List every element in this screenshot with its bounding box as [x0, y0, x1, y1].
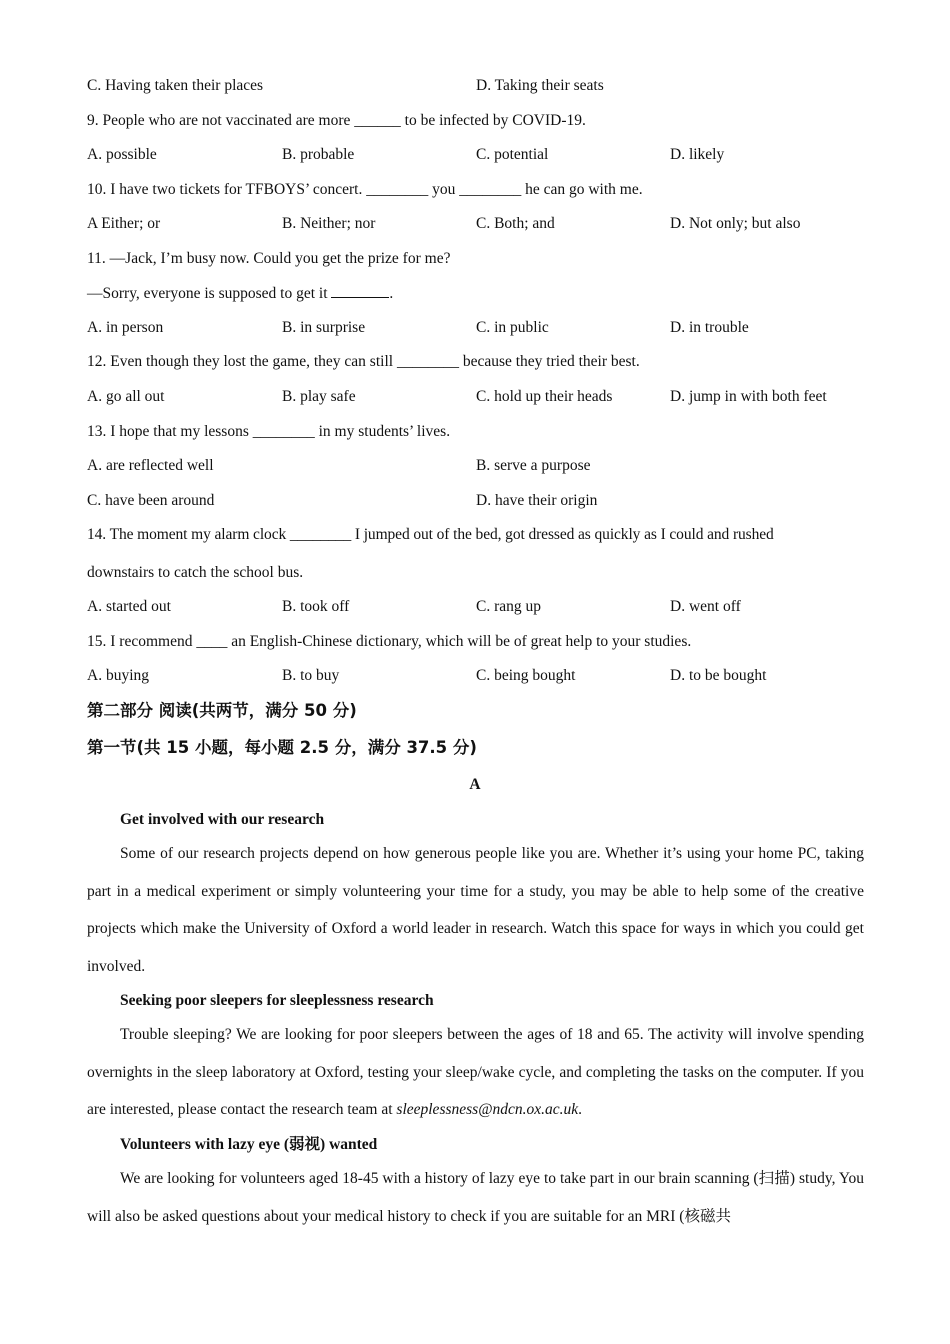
- q15-option-c: C. being bought: [476, 667, 576, 684]
- q9-stem: 9. People who are not vaccinated are more ______ to be infected by COVID-19.: [87, 112, 586, 129]
- passage-paragraph-research: Some of our research projects depend on how generous people like you are. Whether it’s using your home PC, taking part in a medical experiment or simply volunteering your time for a study, you may be able to help some of the creative projects which make the University of Oxford a world leader in research. Watch this space for ways in which you could get involved.: [87, 845, 864, 975]
- q12-option-c: C. hold up their heads: [476, 388, 613, 405]
- q11-reply-end: .: [389, 285, 394, 302]
- passage-heading-sleepers: Seeking poor sleepers for sleeplessness research: [120, 992, 434, 1009]
- q10-stem: 10. I have two tickets for TFBOYS’ concert. ________ you ________ he can go with me.: [87, 181, 643, 198]
- q9-option-b: B. probable: [282, 146, 355, 163]
- q13-stem: 13. I hope that my lessons ________ in my students’ lives.: [87, 423, 451, 440]
- sleepers-text: Trouble sleeping? We are looking for poor sleepers between the ages of 18 and 65. The activity will involve spending overnights in the sleep laboratory at Oxford, testing your sleep/wake cycle, and completing the tasks on the computer. If you are interested, please contact the research team at: [87, 1026, 864, 1118]
- q12-option-a: A. go all out: [87, 388, 165, 405]
- q10-option-a: A Either; or: [87, 215, 161, 232]
- q9-option-d: D. likely: [670, 146, 725, 163]
- q14-option-c: C. rang up: [476, 598, 542, 615]
- q14-option-a: A. started out: [87, 598, 171, 615]
- passage-paragraph-sleepers: [87, 1016, 864, 1129]
- sleepers-end: .: [578, 1101, 582, 1118]
- q11-option-a: A. in person: [87, 319, 164, 336]
- sleepers-email: sleeplessness@ndcn.ox.ac.uk: [396, 1101, 579, 1118]
- q13-option-d: D. have their origin: [476, 492, 598, 509]
- passage-heading-lazy-eye: Volunteers with lazy eye (弱视) wanted: [120, 1136, 378, 1153]
- q15-stem: 15. I recommend ____ an English-Chinese dictionary, which will be of great help to your studies.: [87, 633, 692, 650]
- q14-option-d: D. went off: [670, 598, 741, 615]
- section1-title: 第一节(共 15 小题，每小题 2.5 分，满分 37.5 分): [87, 738, 477, 757]
- q15-option-a: A. buying: [87, 667, 149, 684]
- q11-answer-blank: [331, 283, 389, 298]
- q13-option-a: A. are reflected well: [87, 457, 214, 474]
- q12-option-b: B. play safe: [282, 388, 356, 405]
- part2-title: 第二部分 阅读(共两节，满分 50 分): [87, 701, 357, 720]
- q15-option-b: B. to buy: [282, 667, 340, 684]
- q10-option-b: B. Neither; nor: [282, 215, 376, 232]
- q11-reply-text: —Sorry, everyone is supposed to get it: [87, 285, 332, 302]
- q13-option-c: C. have been around: [87, 492, 215, 509]
- q11-option-d: D. in trouble: [670, 319, 749, 336]
- passage-paragraph-lazy-eye: We are looking for volunteers aged 18-45 with a history of lazy eye to take part in our brain scanning (扫描) study, You will also be asked questions about your medical history to check if you are suitable for an MRI (核磁共: [87, 1170, 864, 1225]
- q14-stem-continued: downstairs to catch the school bus.: [87, 564, 304, 581]
- q10-option-d: D. Not only; but also: [670, 215, 801, 232]
- q8-option-c: C. Having taken their places: [87, 77, 264, 94]
- passage-letter: A: [469, 776, 481, 793]
- q11-stem: 11. —Jack, I’m busy now. Could you get the prize for me?: [87, 250, 451, 267]
- q13-option-b: B. serve a purpose: [476, 457, 591, 474]
- q11-reply: [87, 283, 393, 304]
- q11-option-b: B. in surprise: [282, 319, 366, 336]
- q12-stem: 12. Even though they lost the game, they can still ________ because they tried their best.: [87, 353, 640, 370]
- passage-heading-research: Get involved with our research: [120, 811, 325, 828]
- q12-option-d: D. jump in with both feet: [670, 388, 827, 405]
- q9-option-c: C. potential: [476, 146, 549, 163]
- q11-option-c: C. in public: [476, 319, 549, 336]
- q15-option-d: D. to be bought: [670, 667, 767, 684]
- q14-option-b: B. took off: [282, 598, 350, 615]
- q10-option-c: C. Both; and: [476, 215, 555, 232]
- q8-option-d: D. Taking their seats: [476, 77, 604, 94]
- q9-option-a: A. possible: [87, 146, 157, 163]
- q14-stem: 14. The moment my alarm clock ________ I jumped out of the bed, got dressed as quickly as I could and rushed: [87, 526, 774, 543]
